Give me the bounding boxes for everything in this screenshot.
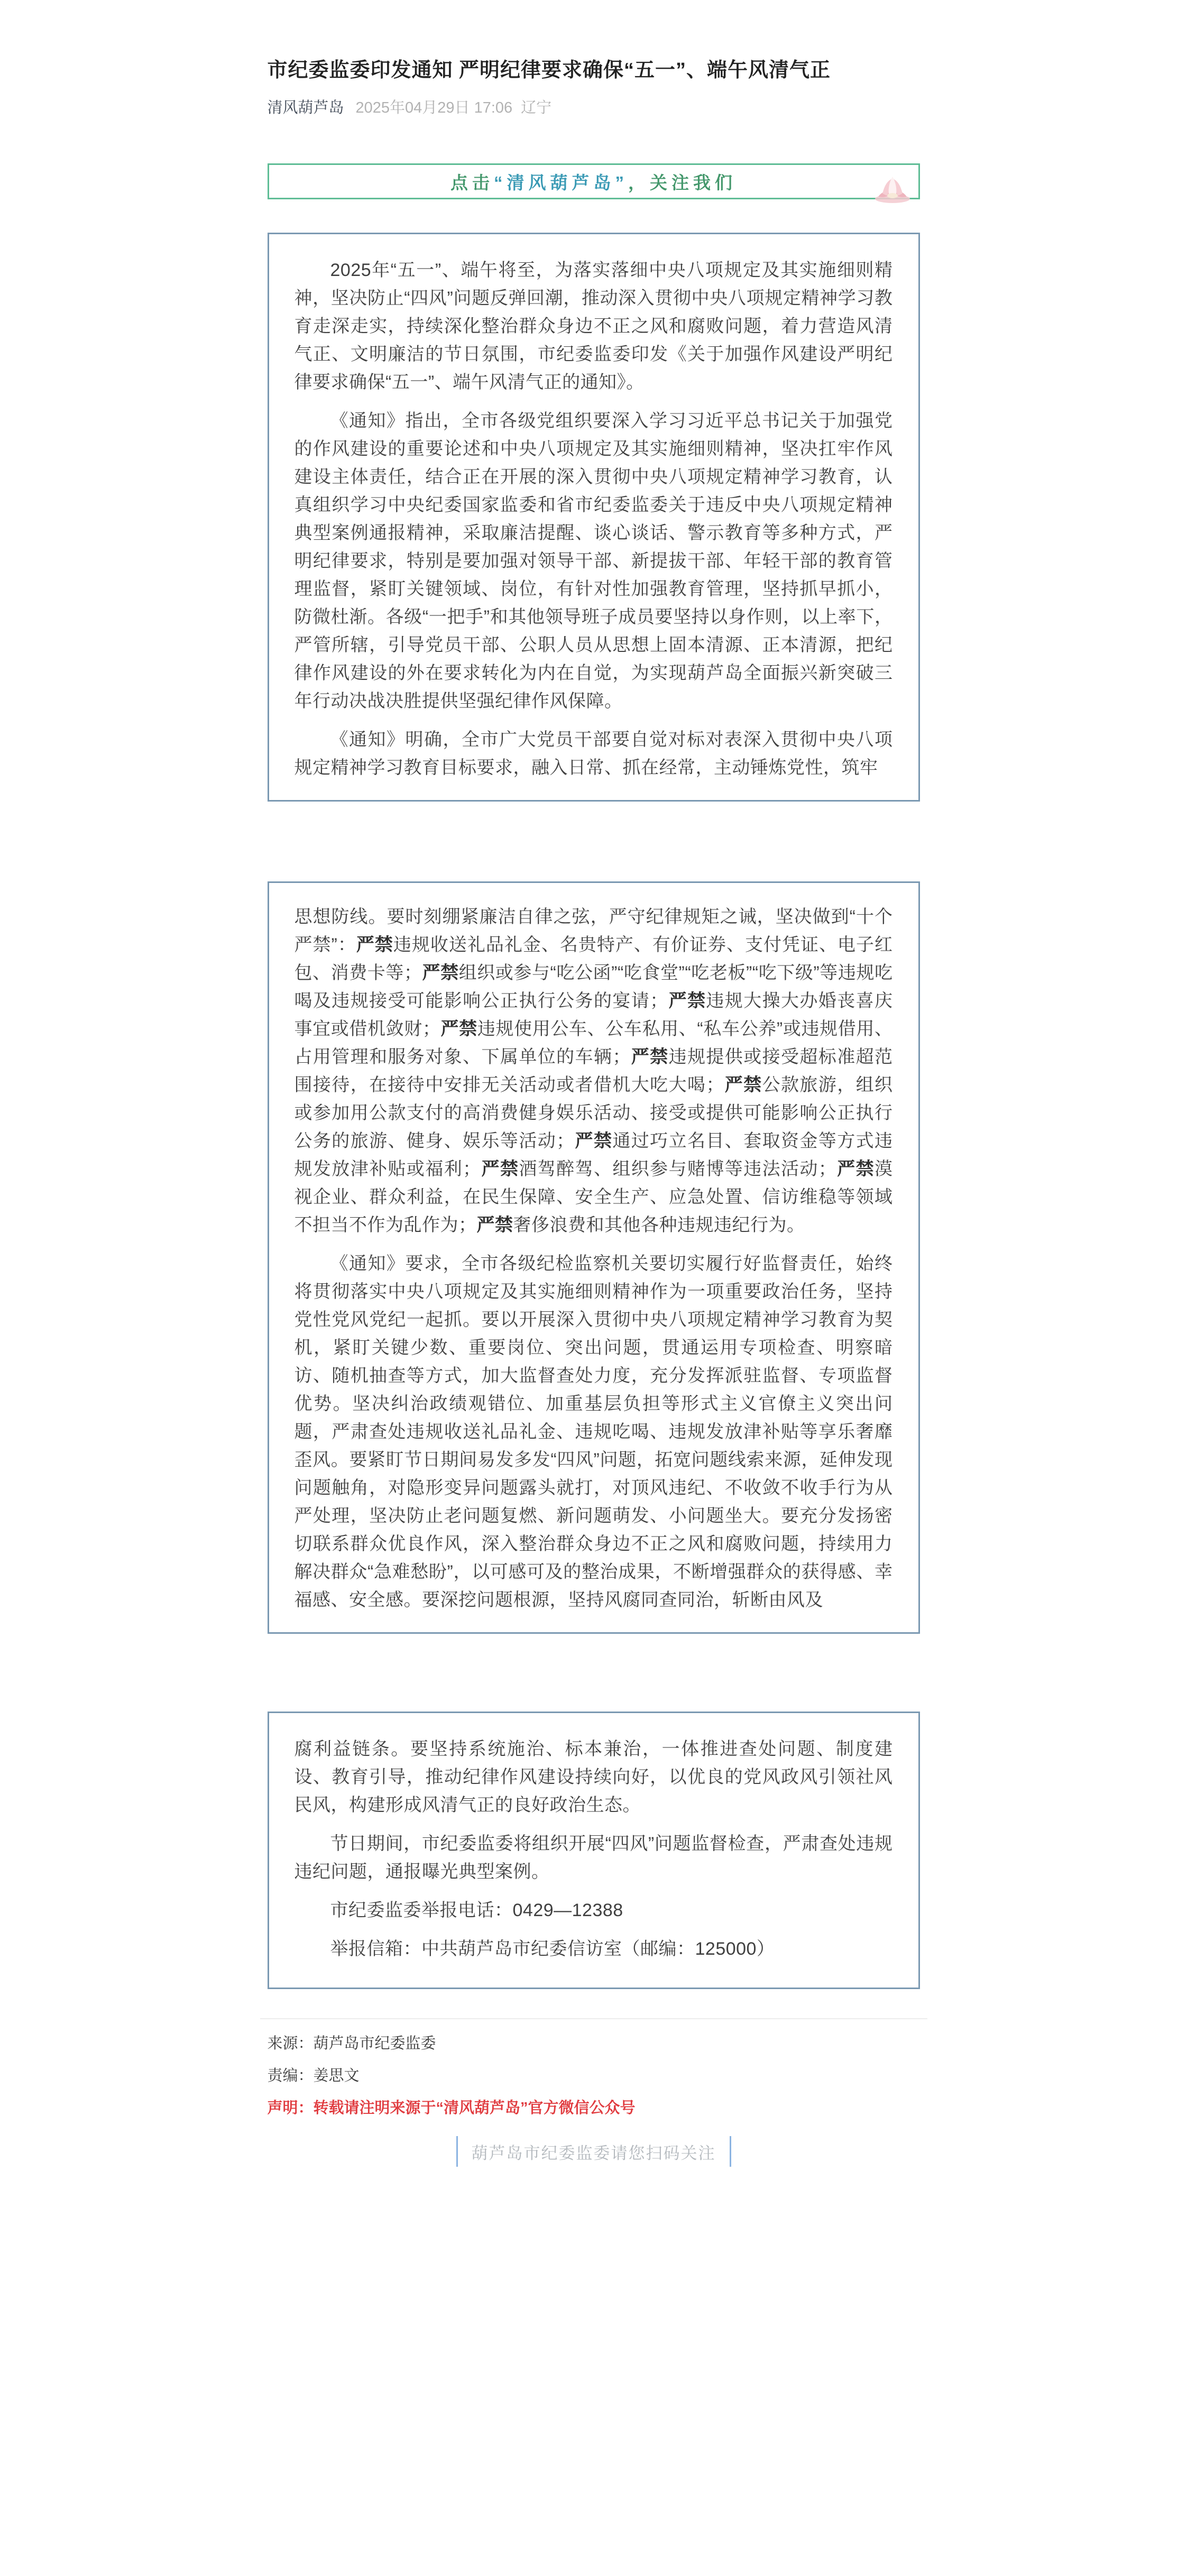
follow-hint-text: 葫芦岛市纪委监委请您扫码关注 [471,2143,716,2163]
article-meta [268,96,920,117]
hint-left-bar [456,2136,458,2167]
article-box-3 [268,1712,920,1989]
editor-line: 责编：姜思文 [267,2067,360,2085]
follow-hint [268,2136,920,2167]
page-title: 市纪委监委印发通知 严明纪律要求确保“五一”、端午风清气正 [267,59,831,81]
paragraph: 举报信箱：中共葫芦岛市纪委信访室（邮编：125000） [330,1939,775,1959]
follow-banner[interactable] [268,163,920,199]
paragraph: 《通知》要求，全市各级纪检监察机关要切实履行好监督责任，始终将贯彻落实中央八项规定及其实施细则精神作为一项重要政治任务，坚持党性党风党纪一起抓。要以开展深入贯彻中央八项规定精神学习教育为契机，紧盯关键少数、重要岗位、突出问题，贯通运用专项检查、明察暗访、随机抽查等方式，加大监督查处力度，充分发挥派驻监督、专项监督优势。坚决纠治政绩观错位、加重基层负担等形式主义官僚主义突出问题，严肃查处违规收送礼品礼金、违规吃喝、违规发放津补贴等享乐奢靡歪风。要紧盯节日期间易发多发“四风”问题，拓宽问题线索来源，延伸发现问题触角，对隐形变异问题露头就打，对顶风违纪、不收敛不收手行为从严处理，坚决防止老问题复燃、新问题萌发、小问题坐大。要充分发扬密切联系群众优良作风，深入整治群众身边不正之风和腐败问题，持续用力解决群众“急难愁盼”，以可感可及的整治成果，不断增强群众的获得感、幸福感、安全感。要深挖问题根源，坚持风腐同查同治，斩断由风及 [294,1254,893,1611]
paragraph: 思想防线。要时刻绷紧廉洁自律之弦，严守纪律规矩之诫，坚决做到“十个严禁”：严禁违规收送礼品礼金、名贵特产、有价证券、支付凭证、电子红包、消费卡等；严禁组织或参与“吃公函”“吃食堂”“吃老板”“吃下级”等违规吃喝及违规接受可能影响公正执行公务的宴请；严禁违规大操大办婚丧喜庆事宜或借机敛财；严禁违规使用公车、公车私用、“私车公养”或违规借用、占用管理和服务对象、下属单位的车辆；严禁违规提供或接受超标准超范围接待，在接待中安排无关活动或者借机大吃大喝；严禁公款旅游，组织或参加用公款支付的高消费健身娱乐活动、接受或提供可能影响公正执行公务的旅游、健身、娱乐等活动；严禁通过巧立名目、套取资金等方式违规发放津补贴或福利；严禁酒驾醉驾、组织参与赌博等违法活动；严禁漠视企业、群众利益，在民生保障、安全生产、应急处置、信访维稳等领域不担当不作为乱作为；严禁奢侈浪费和其他各种违规违纪行为。 [294,907,893,1236]
paragraph: 腐利益链条。要坚持系统施治、标本兼治，一体推进查处问题、制度建设、教育引导，推动纪律作风建设持续向好，以优良的党风政风引领社风民风，构建形成风清气正的良好政治生态。 [294,1739,893,1816]
paragraph: 《通知》明确，全市广大党员干部要自觉对标对表深入贯彻中央八项规定精神学习教育目标要求，融入日常、抓在经常，主动锤炼党性，筑牢 [294,730,893,778]
publish-location: 辽宁 [521,99,552,117]
article-box-2 [268,881,920,1634]
paragraph: 市纪委监委举报电话：0429—12388 [330,1900,623,1921]
statement-line: 声明：转载请注明来源于“清风葫芦岛”官方微信公众号 [267,2100,636,2117]
article [268,57,920,2167]
source-line: 来源：葫芦岛市纪委监委 [267,2035,436,2053]
banner-prefix: 点击 [450,172,494,192]
banner-account-name: “清风葫芦岛” [494,172,628,192]
account-name-link[interactable]: 清风葫芦岛 [267,99,344,117]
follow-banner-text [450,169,737,194]
article-box-1 [268,233,920,802]
lotus-flower-icon [873,171,912,204]
publish-date: 2025年04月29日 17:06 [355,99,513,117]
paragraph: 2025年“五一”、端午将至，为落实落细中央八项规定及其实施细则精神，坚决防止“四风”问题反弹回潮，推动深入贯彻中央八项规定精神学习教育走深走实，持续深化整治群众身边不正之风和腐败问题，着力营造风清气正、文明廉洁的节日氛围，市纪委监委印发《关于加强作风建设严明纪律要求确保“五一”、端午风清气正的通知》。 [294,260,893,393]
footer-divider [260,2018,927,2019]
paragraph: 《通知》指出，全市各级党组织要深入学习习近平总书记关于加强党的作风建设的重要论述和中央八项规定及其实施细则精神，坚决扛牢作风建设主体责任，结合正在开展的深入贯彻中央八项规定精神学习教育，认真组织学习中央纪委国家监委和省市纪委监委关于违反中央八项规定精神典型案例通报精神，采取廉洁提醒、谈心谈话、警示教育等多种方式，严明纪律要求，特别是要加强对领导干部、新提拔干部、年轻干部的教育管理监督，紧盯关键领域、岗位，有针对性加强教育管理，坚持抓早抓小，防微杜渐。各级“一把手”和其他领导班子成员要坚持以身作则，以上率下，严管所辖，引导党员干部、公职人员从思想上固本清源、正本清源，把纪律作风建设的外在要求转化为内在自觉，为实现葫芦岛全面振兴新突破三年行动决战决胜提供坚强纪律作风保障。 [294,411,893,712]
paragraph: 节日期间，市纪委监委将组织开展“四风”问题监督检查，严肃查处违规违纪问题，通报曝光典型案例。 [294,1834,893,1882]
hint-right-bar [730,2136,731,2167]
banner-suffix: ，关注我们 [628,172,737,192]
